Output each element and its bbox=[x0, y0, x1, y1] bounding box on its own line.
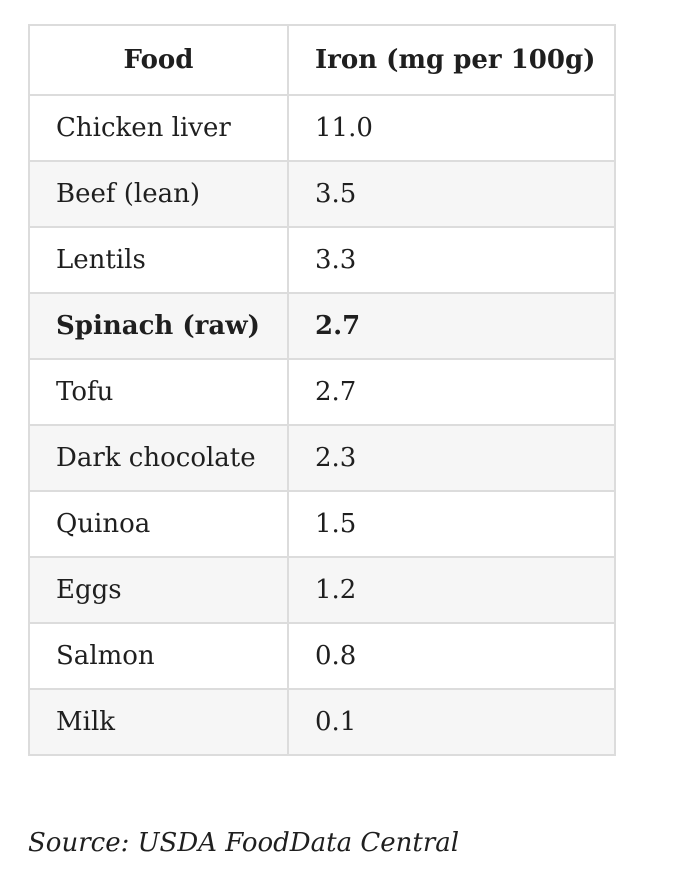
iron-cell: 0.8 bbox=[288, 623, 615, 689]
header-iron: Iron (mg per 100g) bbox=[288, 25, 615, 95]
iron-cell: 0.1 bbox=[288, 689, 615, 755]
iron-cell: 1.2 bbox=[288, 557, 615, 623]
food-cell: Tofu bbox=[29, 359, 288, 425]
header-food: Food bbox=[29, 25, 288, 95]
table-row bbox=[29, 359, 615, 425]
table-row bbox=[29, 161, 615, 227]
table-row bbox=[29, 557, 615, 623]
table-row-highlighted bbox=[29, 293, 615, 359]
iron-cell: 11.0 bbox=[288, 95, 615, 161]
food-cell: Dark chocolate bbox=[29, 425, 288, 491]
food-cell: Spinach (raw) bbox=[29, 293, 288, 359]
iron-cell: 3.5 bbox=[288, 161, 615, 227]
food-cell: Quinoa bbox=[29, 491, 288, 557]
food-cell: Lentils bbox=[29, 227, 288, 293]
table-header bbox=[29, 25, 615, 95]
iron-content-table bbox=[28, 24, 616, 756]
food-cell: Chicken liver bbox=[29, 95, 288, 161]
table-row bbox=[29, 425, 615, 491]
table-body bbox=[29, 95, 615, 755]
source-citation: Source: USDA FoodData Central bbox=[28, 828, 460, 858]
iron-cell: 2.3 bbox=[288, 425, 615, 491]
food-cell: Beef (lean) bbox=[29, 161, 288, 227]
iron-cell: 2.7 bbox=[288, 359, 615, 425]
food-cell: Milk bbox=[29, 689, 288, 755]
food-cell: Eggs bbox=[29, 557, 288, 623]
iron-cell: 2.7 bbox=[288, 293, 615, 359]
header-row bbox=[29, 25, 615, 95]
table-row bbox=[29, 689, 615, 755]
iron-cell: 3.3 bbox=[288, 227, 615, 293]
food-cell: Salmon bbox=[29, 623, 288, 689]
table-row bbox=[29, 95, 615, 161]
iron-content-table-container bbox=[28, 24, 614, 756]
table-row bbox=[29, 227, 615, 293]
table-row bbox=[29, 491, 615, 557]
table-row bbox=[29, 623, 615, 689]
iron-cell: 1.5 bbox=[288, 491, 615, 557]
